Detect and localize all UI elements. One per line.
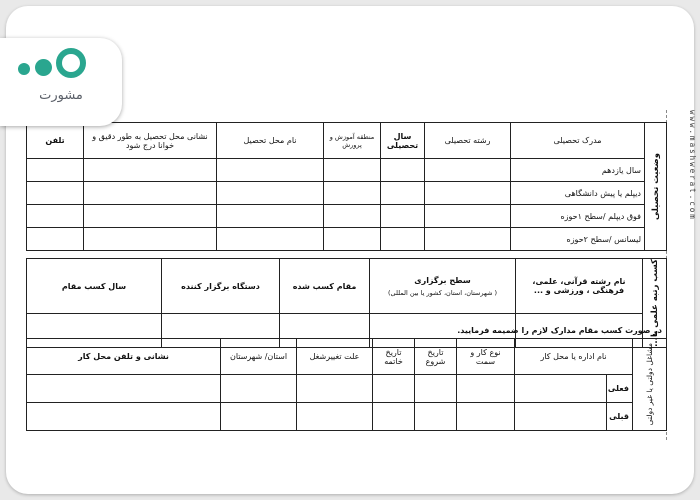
- cell-phone[interactable]: [27, 228, 84, 251]
- cell-org[interactable]: [515, 403, 607, 431]
- cell-region[interactable]: [324, 228, 381, 251]
- header-end: تاریخ خاتمه: [373, 339, 415, 375]
- header-phone: تلفن: [27, 123, 84, 159]
- header-start: تاریخ شروع: [415, 339, 457, 375]
- cell-address[interactable]: [84, 159, 217, 182]
- logo-dot-small: [18, 63, 30, 75]
- attachment-note: در صورت کسب مقام مدارک لازم را ضمیمه فرمایید.: [457, 326, 662, 335]
- cell-type[interactable]: [457, 375, 515, 403]
- header-work-address: نشانی و تلفن محل کار: [27, 339, 221, 375]
- cell-work-address[interactable]: [27, 375, 221, 403]
- cell-city[interactable]: [221, 375, 297, 403]
- header-rank: مقام کسب شده: [280, 259, 370, 314]
- header-type: نوع کار و سمت: [457, 339, 515, 375]
- cell-end[interactable]: [373, 403, 415, 431]
- education-section-title: وضعیت تحصیلی: [645, 123, 667, 251]
- cell-region[interactable]: [324, 159, 381, 182]
- cell-year[interactable]: [381, 205, 425, 228]
- cell-address[interactable]: [84, 205, 217, 228]
- header-organizer: دستگاه برگزار کننده: [162, 259, 280, 314]
- cell-field[interactable]: [425, 182, 511, 205]
- header-level: [370, 259, 516, 314]
- logo-ring: [56, 48, 86, 78]
- brand-logo: [0, 38, 122, 126]
- employment-section-title: مشاغل دولتی یا غیر دولتی: [633, 339, 667, 431]
- cell-field[interactable]: [425, 205, 511, 228]
- cell-year[interactable]: [381, 159, 425, 182]
- employment-row-label: قبلی: [607, 403, 633, 431]
- header-achievement-field: نام رشته قرآنی، علمی، فرهنگی ، ورزشی و ...: [516, 259, 643, 314]
- cell-end[interactable]: [373, 375, 415, 403]
- header-place-name: نام محل تحصیل: [217, 123, 324, 159]
- cell-place-name[interactable]: [217, 159, 324, 182]
- cell-year[interactable]: [381, 182, 425, 205]
- header-level-hint: ( شهرستان، استان، کشور یا بین المللی): [388, 288, 497, 297]
- header-year: سال تحصیلی: [381, 123, 425, 159]
- cell-reason[interactable]: [297, 375, 373, 403]
- header-region: منطقه آموزش و پرورش: [324, 123, 381, 159]
- cell-place-name[interactable]: [217, 182, 324, 205]
- education-row-label: فوق دیپلم /سطح ۱حوزه: [511, 205, 645, 228]
- cell-work-address[interactable]: [27, 403, 221, 431]
- cell-year[interactable]: [381, 228, 425, 251]
- cell-phone[interactable]: [27, 205, 84, 228]
- watermark-text: www.mashwerat.com: [688, 110, 697, 221]
- education-table: [26, 122, 667, 251]
- employment-row-label: فعلی: [607, 375, 633, 403]
- education-row-label: دیپلم یا پیش دانشگاهی: [511, 182, 645, 205]
- cell-field[interactable]: [425, 159, 511, 182]
- achievements-section-title: کسب رتبه علمی یا...: [643, 259, 667, 348]
- cell-phone[interactable]: [27, 159, 84, 182]
- cell-org[interactable]: [515, 375, 607, 403]
- cell-address[interactable]: [84, 228, 217, 251]
- header-org: نام اداره یا محل کار: [515, 339, 633, 375]
- header-address: نشانی محل تحصیل به طور دقیق و خوانا درج شود: [84, 123, 217, 159]
- header-achievement-year: سال کسب مقام: [27, 259, 162, 314]
- cell-phone[interactable]: [27, 182, 84, 205]
- header-reason: علت تغییرشغل: [297, 339, 373, 375]
- logo-wordmark: مشورت: [39, 88, 83, 103]
- header-city: استان/ شهرستان: [221, 339, 297, 375]
- cell-city[interactable]: [221, 403, 297, 431]
- education-row-label: سال یازدهم: [511, 159, 645, 182]
- cell-field[interactable]: [425, 228, 511, 251]
- employment-table: [26, 338, 667, 431]
- cell-place-name[interactable]: [217, 205, 324, 228]
- header-field: رشته تحصیلی: [425, 123, 511, 159]
- cell-address[interactable]: [84, 182, 217, 205]
- cell-start[interactable]: [415, 375, 457, 403]
- cell-reason[interactable]: [297, 403, 373, 431]
- logo-dot-large: [35, 59, 52, 76]
- education-row-label: لیسانس /سطح ۲حوزه: [511, 228, 645, 251]
- cell-start[interactable]: [415, 403, 457, 431]
- cell-place-name[interactable]: [217, 228, 324, 251]
- header-level-title: سطح برگزاری: [414, 275, 471, 285]
- header-degree: مدرک تحصیلی: [511, 123, 645, 159]
- cell-region[interactable]: [324, 182, 381, 205]
- cell-region[interactable]: [324, 205, 381, 228]
- cell-type[interactable]: [457, 403, 515, 431]
